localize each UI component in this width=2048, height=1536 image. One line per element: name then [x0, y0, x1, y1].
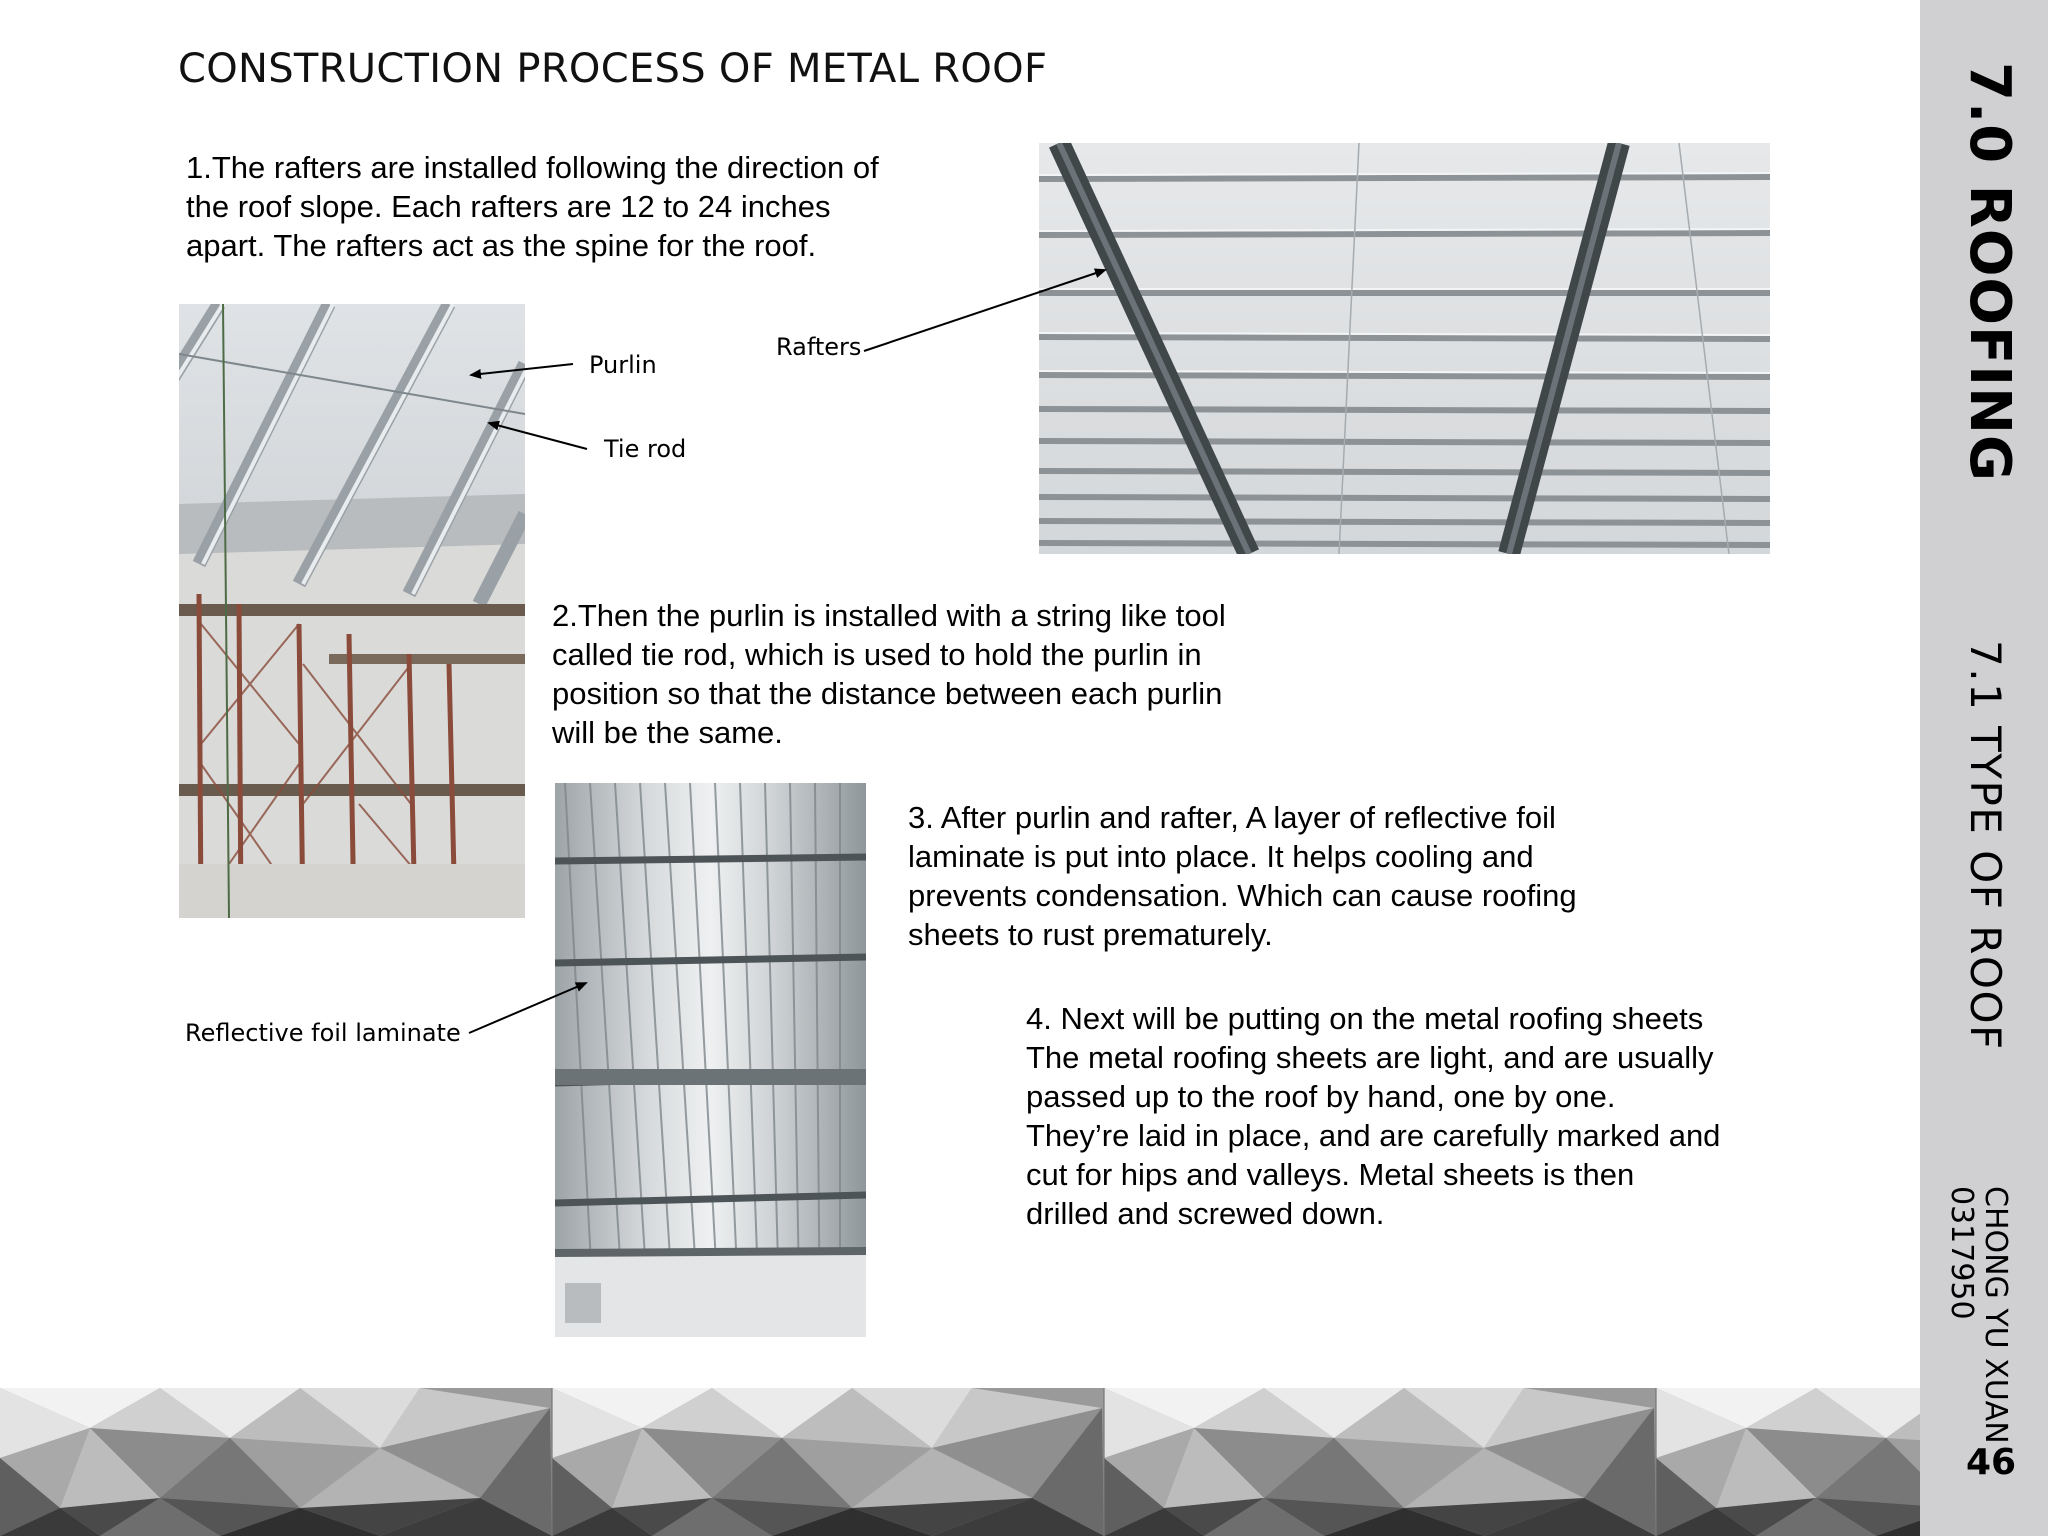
step-1-line: 1.The rafters are installed following the direction of [186, 150, 879, 185]
subsection-heading: 7.1 TYPE OF ROOF [1961, 640, 2010, 1051]
rafters-photo [1039, 143, 1770, 554]
step-2-line: will be the same. [552, 715, 783, 750]
step-4-text [1026, 999, 1720, 1233]
reflective-foil-label: Reflective foil laminate [185, 1019, 461, 1047]
step-4-line: They’re laid in place, and are carefully marked and [1026, 1118, 1721, 1153]
step-3-text [908, 798, 1577, 954]
author-info [1944, 1186, 2012, 1444]
purlin-label: Purlin [589, 351, 657, 379]
page-title: CONSTRUCTION PROCESS OF METAL ROOF [178, 46, 1048, 92]
step-4-line: passed up to the roof by hand, one by one. [1026, 1079, 1616, 1114]
rafters-label: Rafters [776, 333, 862, 361]
scaffolding-rafters-photo [179, 304, 525, 918]
step-2-text [552, 596, 1226, 752]
author-id: 0317950 [1944, 1186, 1979, 1320]
step-2-line: position so that the distance between each purlin [552, 676, 1223, 711]
step-3-line: sheets to rust prematurely. [908, 917, 1273, 952]
tie-rod-label: Tie rod [604, 435, 687, 463]
section-heading: 7.0 ROOFING [1957, 62, 2022, 482]
decorative-footer [0, 1388, 1920, 1536]
step-4-line: 4. Next will be putting on the metal roofing sheets [1026, 1001, 1704, 1036]
step-2-line: 2.Then the purlin is installed with a string like tool [552, 598, 1226, 633]
step-3-line: laminate is put into place. It helps cooling and [908, 839, 1534, 874]
step-3-line: prevents condensation. Which can cause roofing [908, 878, 1577, 913]
step-4-line: cut for hips and valleys. Metal sheets is then [1026, 1157, 1635, 1192]
step-4-line: The metal roofing sheets are light, and are usually [1026, 1040, 1714, 1075]
step-4-line: drilled and screwed down. [1026, 1196, 1385, 1231]
reflective-foil-photo [555, 783, 866, 1337]
step-2-line: called tie rod, which is used to hold the purlin in [552, 637, 1202, 672]
author-name: CHONG YU XUAN [1978, 1186, 2013, 1444]
step-1-line: apart. The rafters act as the spine for the roof. [186, 228, 817, 263]
step-1-line: the roof slope. Each rafters are 12 to 24 inches [186, 189, 831, 224]
page-number: 46 [1966, 1442, 2017, 1483]
step-1-text [186, 148, 879, 265]
step-3-line: 3. After purlin and rafter, A layer of reflective foil [908, 800, 1556, 835]
